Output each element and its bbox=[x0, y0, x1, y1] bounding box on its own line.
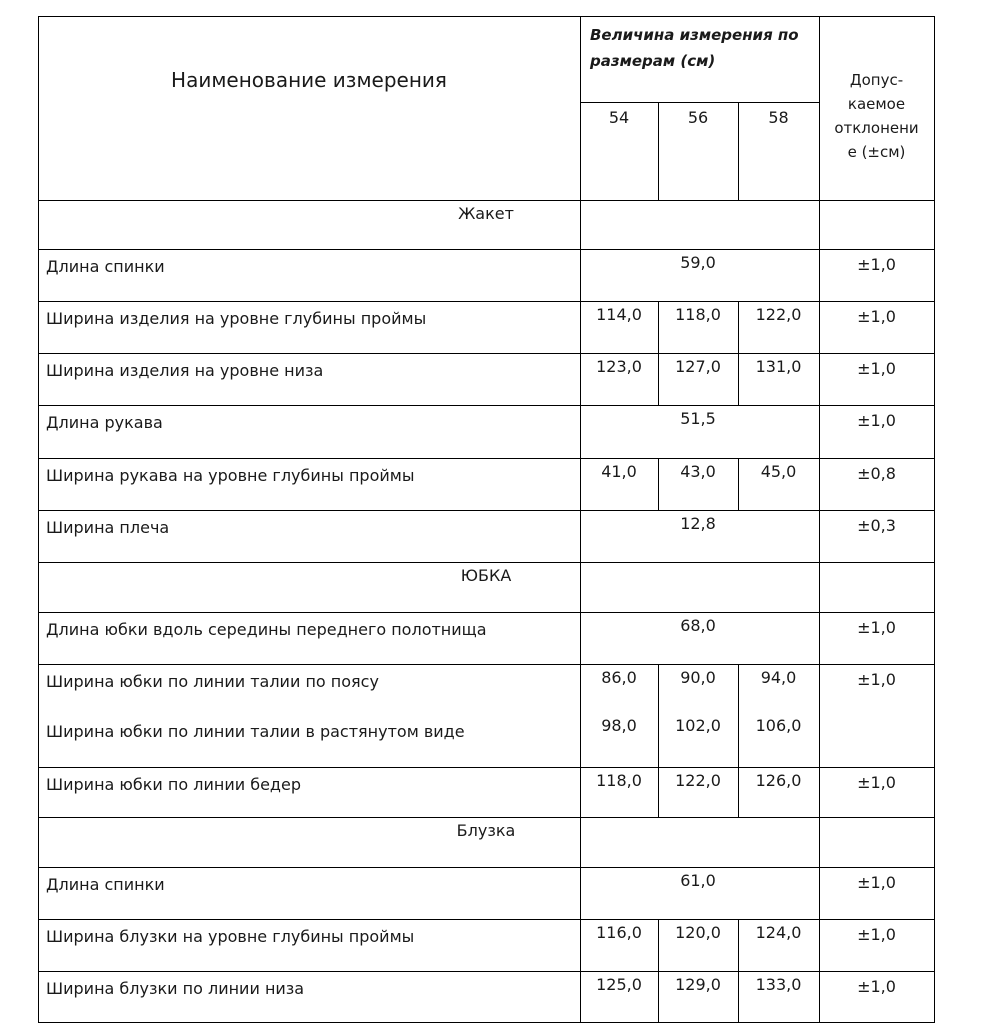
h-rule bbox=[38, 200, 934, 201]
row-name: Ширина юбки по линии талии в растянутом виде bbox=[46, 722, 465, 741]
h-rule bbox=[38, 562, 934, 563]
v-rule bbox=[738, 767, 739, 817]
v-rule bbox=[738, 458, 739, 510]
v-rule bbox=[738, 301, 739, 353]
v-rule bbox=[738, 353, 739, 405]
v-rule bbox=[934, 16, 935, 1023]
h-rule bbox=[38, 301, 934, 302]
header-tolerance: Допус- каемое отклонени е (±см) bbox=[834, 71, 919, 161]
v-rule bbox=[38, 16, 39, 1023]
row-value: 61,0 bbox=[680, 871, 716, 890]
row-name: Ширина рукава на уровне глубины проймы bbox=[46, 466, 415, 485]
row-value: 86,0 bbox=[601, 668, 637, 687]
h-rule bbox=[38, 16, 934, 17]
h-rule bbox=[38, 919, 934, 920]
row-value: 120,0 bbox=[675, 923, 721, 942]
row-name: Длина спинки bbox=[46, 257, 165, 276]
row-name: Ширина юбки по линии бедер bbox=[46, 775, 301, 794]
row-name: Ширина изделия на уровне низа bbox=[46, 361, 324, 380]
row-value: 122,0 bbox=[675, 771, 721, 790]
row-tolerance: ±1,0 bbox=[857, 255, 896, 274]
row-value: 122,0 bbox=[755, 305, 802, 324]
header-size-56: 56 bbox=[687, 108, 709, 127]
row-value: 68,0 bbox=[680, 616, 716, 635]
row-value: 59,0 bbox=[680, 253, 716, 272]
h-rule bbox=[580, 102, 819, 103]
row-tolerance: ±0,8 bbox=[857, 464, 896, 483]
row-name: Ширина изделия на уровне глубины проймы bbox=[46, 309, 427, 328]
v-rule bbox=[738, 919, 739, 971]
row-value: 126,0 bbox=[755, 771, 802, 790]
h-rule bbox=[38, 664, 934, 665]
section-title: Блузка bbox=[456, 821, 516, 840]
header-size-group: Величина измерения по bbox=[590, 26, 799, 44]
v-rule bbox=[658, 301, 659, 353]
header-size-58: 58 bbox=[768, 108, 789, 127]
row-value: 45,0 bbox=[760, 462, 797, 481]
h-rule bbox=[38, 971, 934, 972]
row-value: 102,0 bbox=[675, 716, 721, 735]
row-value: 41,0 bbox=[601, 462, 637, 481]
row-tolerance: ±1,0 bbox=[857, 359, 896, 378]
row-name: Длина юбки вдоль середины переднего полотнища bbox=[46, 620, 487, 639]
header-size-54: 54 bbox=[608, 108, 630, 127]
row-name: Ширина юбки по линии талии по поясу bbox=[46, 672, 379, 691]
h-rule bbox=[38, 867, 934, 868]
row-value: 43,0 bbox=[680, 462, 716, 481]
row-tolerance: ±0,3 bbox=[857, 516, 896, 535]
row-value: 127,0 bbox=[675, 357, 721, 376]
h-rule bbox=[38, 353, 934, 354]
row-tolerance: ±1,0 bbox=[857, 873, 896, 892]
v-rule bbox=[580, 16, 581, 1023]
v-rule bbox=[658, 353, 659, 405]
row-value: 51,5 bbox=[680, 409, 716, 428]
header-size-group-2: размерам (см) bbox=[590, 52, 716, 70]
h-rule bbox=[38, 405, 934, 406]
v-rule bbox=[658, 458, 659, 510]
row-value: 129,0 bbox=[675, 975, 721, 994]
v-rule bbox=[738, 102, 739, 200]
h-rule bbox=[38, 249, 934, 250]
row-value: 124,0 bbox=[755, 923, 802, 942]
row-value: 106,0 bbox=[755, 716, 802, 735]
h-rule bbox=[38, 817, 934, 818]
row-value: 131,0 bbox=[755, 357, 802, 376]
v-rule bbox=[738, 971, 739, 1023]
h-rule bbox=[38, 458, 934, 459]
row-value: 114,0 bbox=[596, 305, 642, 324]
row-name: Ширина блузки по линии низа bbox=[46, 979, 305, 998]
h-rule bbox=[38, 1022, 934, 1023]
row-name: Длина спинки bbox=[46, 875, 165, 894]
row-tolerance: ±1,0 bbox=[857, 618, 896, 637]
row-value: 98,0 bbox=[601, 716, 637, 735]
h-rule bbox=[38, 612, 934, 613]
v-rule bbox=[819, 16, 820, 1023]
v-rule bbox=[658, 102, 659, 200]
row-tolerance: ±1,0 bbox=[857, 977, 896, 996]
row-tolerance: ±1,0 bbox=[857, 411, 896, 430]
row-name: Длина рукава bbox=[46, 413, 163, 432]
row-value: 118,0 bbox=[675, 305, 721, 324]
v-rule bbox=[658, 767, 659, 817]
row-tolerance: ±1,0 bbox=[857, 670, 896, 689]
row-value: 118,0 bbox=[596, 771, 642, 790]
row-value: 116,0 bbox=[596, 923, 642, 942]
row-value: 133,0 bbox=[755, 975, 802, 994]
h-rule bbox=[38, 510, 934, 511]
row-tolerance: ±1,0 bbox=[857, 307, 896, 326]
v-rule bbox=[658, 919, 659, 971]
row-value: 125,0 bbox=[596, 975, 642, 994]
row-name: Ширина плеча bbox=[46, 518, 170, 537]
v-rule bbox=[658, 971, 659, 1023]
row-value: 12,8 bbox=[680, 514, 716, 533]
section-title: ЮБКА bbox=[460, 566, 512, 585]
row-name: Ширина блузки на уровне глубины проймы bbox=[46, 927, 415, 946]
row-value: 94,0 bbox=[760, 668, 797, 687]
row-tolerance: ±1,0 bbox=[857, 773, 896, 792]
row-tolerance: ±1,0 bbox=[857, 925, 896, 944]
section-title: Жакет bbox=[458, 204, 514, 223]
row-value: 123,0 bbox=[596, 357, 642, 376]
row-value: 90,0 bbox=[680, 668, 716, 687]
h-rule bbox=[38, 767, 934, 768]
header-name: Наименование измерения bbox=[171, 68, 447, 92]
